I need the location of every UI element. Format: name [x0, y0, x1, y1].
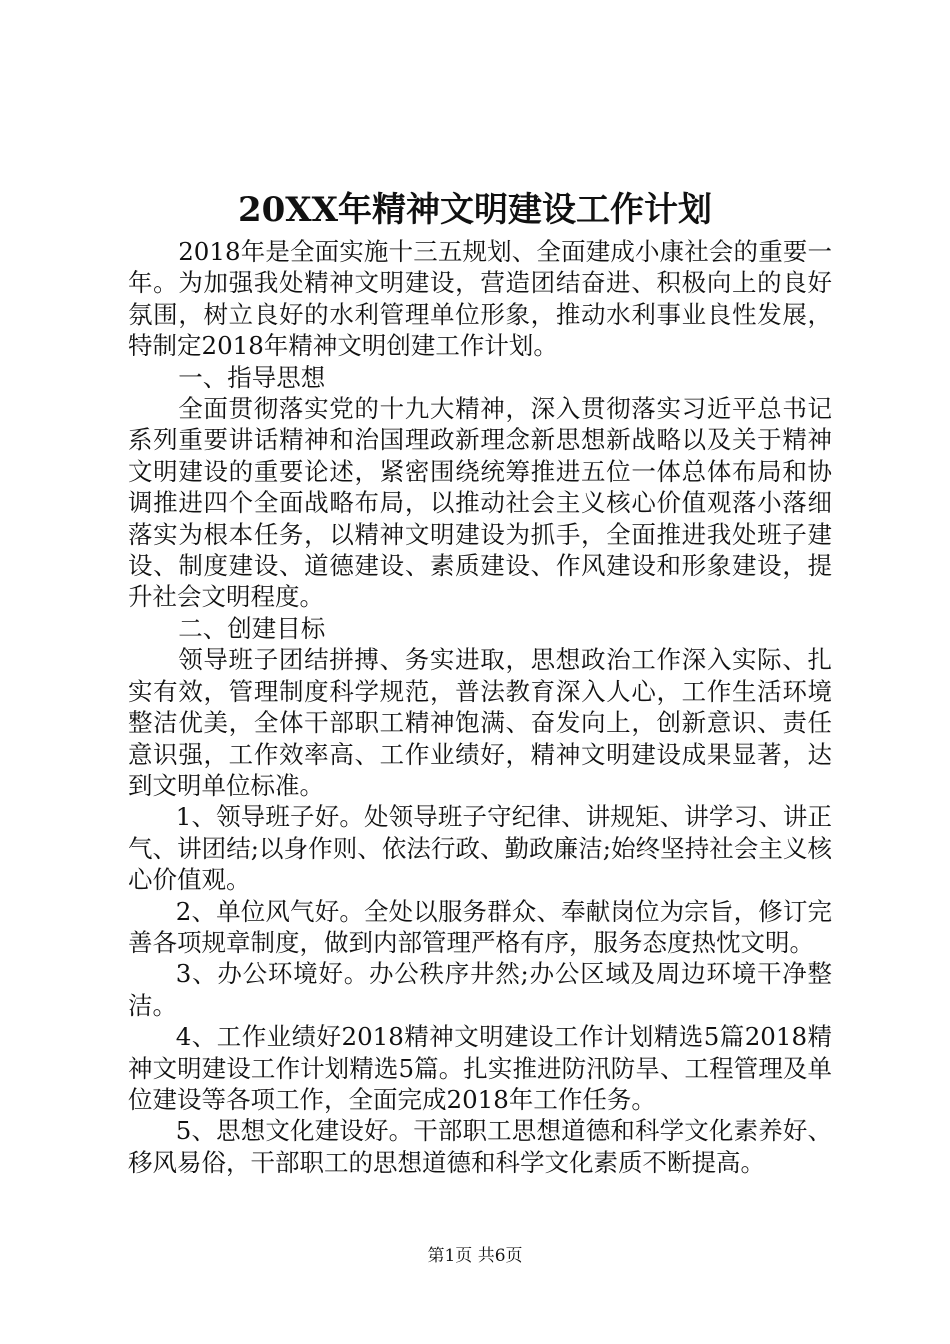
goal-item-5: 5、思想文化建设好。干部职工思想道德和科学文化素养好、移风易俗，干部职工的思想道德和科学文化素质不断提高。 — [128, 1116, 832, 1177]
goal-item-2: 2、单位风气好。全处以服务群众、奉献岗位为宗旨，修订完善各项规章制度，做到内部管理严格有序，服务态度热忱文明。 — [128, 896, 832, 957]
goal-item-4: 4、工作业绩好2018精神文明建设工作计划精选5篇2018精神文明建设工作计划精选5篇。扎实推进防汛防旱、工程管理及单位建设等各项工作，全面完成2018年工作任务。 — [128, 1022, 832, 1114]
goal-item-1: 1、领导班子好。处领导班子守纪律、讲规矩、讲学习、讲正气、讲团结;以身作则、依法行政、勤政廉洁;始终坚持社会主义核心价值观。 — [128, 802, 832, 895]
document-title: 20XX年精神文明建设工作计划 — [237, 190, 713, 230]
section-heading-goals: 二、创建目标 — [178, 613, 326, 643]
goals-paragraph: 领导班子团结拼搏、务实进取，思想政治工作深入实际、扎实有效，管理制度科学规范，普法教育深入人心，工作生活环境整洁优美，全体干部职工精神饱满、奋发向上，创新意识、责任意识强，工作效率高、工作业绩好，精神文明建设成果显著，达到文明单位标准。 — [128, 645, 832, 800]
page-number-footer: 第1页 共6页 — [427, 1246, 523, 1266]
intro-paragraph: 2018年是全面实施十三五规划、全面建成小康社会的重要一年。为加强我处精神文明建设，营造团结奋进、积极向上的良好氛围，树立良好的水利管理单位形象，推动水利事业良性发展，特制定2018年精神文明创建工作计划。 — [128, 237, 832, 361]
guiding-thought-paragraph: 全面贯彻落实党的十九大精神，深入贯彻落实习近平总书记系列重要讲话精神和治国理政新理念新思想新战略以及关于精神文明建设的重要论述，紧密围绕统筹推进五位一体总体布局和协调推进四个全面战略布局，以推动社会主义核心价值观落小落细落实为根本任务，以精神文明建设为抓手，全面推进我处班子建设、制度建设、道德建设、素质建设、作风建设和形象建设，提升社会文明程度。 — [128, 394, 832, 612]
goal-item-3: 3、办公环境好。办公秩序井然;办公区域及周边环境干净整洁。 — [128, 959, 832, 1020]
document-body — [128, 236, 832, 1178]
section-heading-guiding-thought: 一、指导思想 — [178, 362, 326, 392]
